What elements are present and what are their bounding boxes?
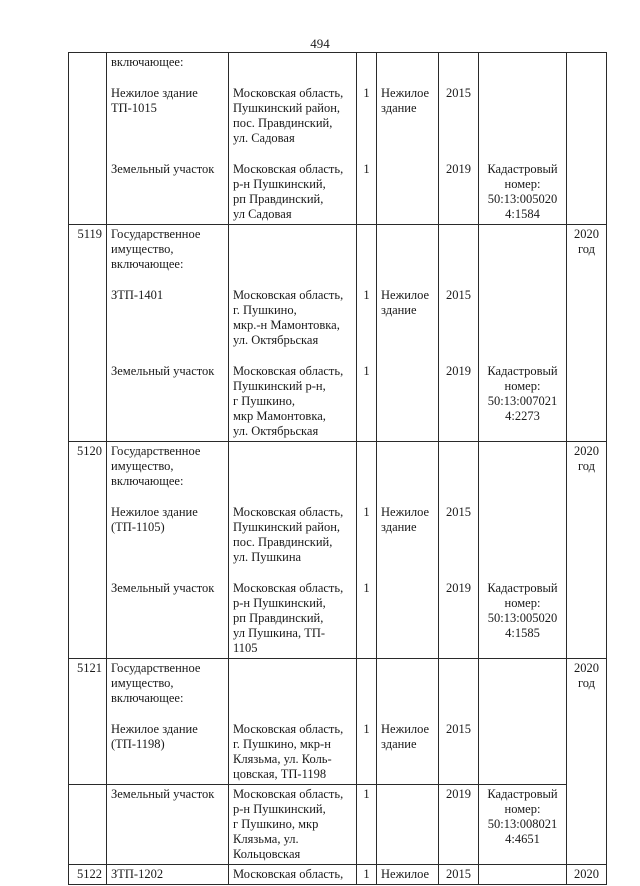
property-year: 2015 <box>439 865 479 885</box>
property-name: Государственное имущество, включающее: <box>107 225 229 275</box>
privatization-term <box>567 785 607 865</box>
property-year <box>439 442 479 492</box>
cadastral-number: Кадастровый номер: 50:13:005020 4:1584 <box>479 148 567 225</box>
property-name: включающее: <box>107 53 229 73</box>
property-quantity <box>357 659 377 709</box>
property-year <box>439 225 479 275</box>
item-number <box>69 350 107 442</box>
property-type <box>377 53 439 73</box>
cadastral-number <box>479 659 567 709</box>
property-name: ЗТП-1202 <box>107 865 229 885</box>
privatization-term <box>567 708 607 785</box>
property-type <box>377 148 439 225</box>
property-address: Московская область, Пушкинский район, пос. Правдинский, ул. Садовая <box>229 72 357 148</box>
item-number: 5121 <box>69 659 107 709</box>
property-address: Московская область, г. Пушкино, мкр.-н Мамонтовка, ул. Октябрьская <box>229 274 357 350</box>
table-row <box>69 491 607 567</box>
property-name: Нежилое здание (ТП-1105) <box>107 491 229 567</box>
cadastral-number <box>479 491 567 567</box>
property-address: Московская область, р-н Пушкинский, рп Правдинский, ул Садовая <box>229 148 357 225</box>
property-name: Земельный участок <box>107 148 229 225</box>
item-number <box>69 491 107 567</box>
property-type <box>377 567 439 659</box>
property-type: Нежилое здание <box>377 274 439 350</box>
property-type: Нежилое <box>377 865 439 885</box>
property-name: Земельный участок <box>107 350 229 442</box>
page-number: 494 <box>310 36 330 51</box>
property-address <box>229 53 357 73</box>
table-row <box>69 274 607 350</box>
property-name: Государственное имущество, включающее: <box>107 442 229 492</box>
privatization-term <box>567 72 607 148</box>
table-row <box>69 865 607 885</box>
cadastral-number <box>479 72 567 148</box>
property-quantity: 1 <box>357 72 377 148</box>
table-row <box>69 442 607 492</box>
property-year: 2019 <box>439 148 479 225</box>
cadastral-number <box>479 708 567 785</box>
property-address: Московская область, г. Пушкино, мкр-н Клязьма, ул. Коль- цовская, ТП-1198 <box>229 708 357 785</box>
property-type: Нежилое здание <box>377 72 439 148</box>
property-quantity <box>357 225 377 275</box>
property-name: Нежилое здание (ТП-1198) <box>107 708 229 785</box>
property-type: Нежилое здание <box>377 708 439 785</box>
item-number <box>69 72 107 148</box>
property-quantity: 1 <box>357 274 377 350</box>
item-number: 5120 <box>69 442 107 492</box>
cadastral-number <box>479 442 567 492</box>
privatization-term <box>567 53 607 73</box>
item-number <box>69 53 107 73</box>
table-row <box>69 708 607 785</box>
cadastral-number: Кадастровый номер: 50:13:007021 4:2273 <box>479 350 567 442</box>
item-number <box>69 148 107 225</box>
property-name: Земельный участок <box>107 567 229 659</box>
cadastral-number: Кадастровый номер: 50:13:005020 4:1585 <box>479 567 567 659</box>
cadastral-number <box>479 53 567 73</box>
property-quantity: 1 <box>357 148 377 225</box>
property-type <box>377 659 439 709</box>
property-year <box>439 659 479 709</box>
table-row <box>69 659 607 709</box>
property-quantity: 1 <box>357 350 377 442</box>
property-quantity <box>357 53 377 73</box>
privatization-term <box>567 274 607 350</box>
property-year: 2019 <box>439 785 479 865</box>
property-address <box>229 659 357 709</box>
item-number <box>69 785 107 865</box>
property-type: Нежилое здание <box>377 491 439 567</box>
property-registry-table <box>68 52 607 885</box>
cadastral-number: Кадастровый номер: 50:13:008021 4:4651 <box>479 785 567 865</box>
property-year: 2015 <box>439 491 479 567</box>
property-name: ЗТП-1401 <box>107 274 229 350</box>
property-quantity: 1 <box>357 708 377 785</box>
property-year: 2019 <box>439 567 479 659</box>
property-quantity <box>357 442 377 492</box>
property-type <box>377 442 439 492</box>
property-year: 2019 <box>439 350 479 442</box>
privatization-term <box>567 350 607 442</box>
table-row <box>69 567 607 659</box>
privatization-term: 2020 год <box>567 659 607 709</box>
table-row <box>69 785 607 865</box>
property-address <box>229 225 357 275</box>
privatization-term: 2020 год <box>567 225 607 275</box>
property-address: Московская область, Пушкинский р-н, г Пушкино, мкр Мамонтовка, ул. Октябрьская <box>229 350 357 442</box>
cadastral-number <box>479 865 567 885</box>
property-address: Московская область, р-н Пушкинский, рп Правдинский, ул Пушкина, ТП- 1105 <box>229 567 357 659</box>
property-type <box>377 225 439 275</box>
cadastral-number <box>479 274 567 350</box>
property-address: Московская область, Пушкинский район, пос. Правдинский, ул. Пушкина <box>229 491 357 567</box>
cadastral-number <box>479 225 567 275</box>
privatization-term <box>567 567 607 659</box>
table-row <box>69 350 607 442</box>
table-row <box>69 148 607 225</box>
item-number <box>69 274 107 350</box>
property-address <box>229 442 357 492</box>
property-year <box>439 53 479 73</box>
property-type <box>377 785 439 865</box>
table-row <box>69 53 607 73</box>
property-quantity: 1 <box>357 491 377 567</box>
property-quantity: 1 <box>357 785 377 865</box>
property-name: Нежилое здание ТП-1015 <box>107 72 229 148</box>
property-name: Земельный участок <box>107 785 229 865</box>
item-number <box>69 708 107 785</box>
property-quantity: 1 <box>357 567 377 659</box>
table-row <box>69 72 607 148</box>
property-address: Московская область, р-н Пушкинский, г Пушкино, мкр Клязьма, ул. Кольцовская <box>229 785 357 865</box>
item-number: 5122 <box>69 865 107 885</box>
item-number <box>69 567 107 659</box>
property-year: 2015 <box>439 708 479 785</box>
table-row <box>69 225 607 275</box>
privatization-term: 2020 год <box>567 442 607 492</box>
property-name: Государственное имущество, включающее: <box>107 659 229 709</box>
property-quantity: 1 <box>357 865 377 885</box>
property-year: 2015 <box>439 72 479 148</box>
item-number: 5119 <box>69 225 107 275</box>
privatization-term: 2020 <box>567 865 607 885</box>
privatization-term <box>567 148 607 225</box>
privatization-term <box>567 491 607 567</box>
property-type <box>377 350 439 442</box>
property-address: Московская область, <box>229 865 357 885</box>
property-year: 2015 <box>439 274 479 350</box>
